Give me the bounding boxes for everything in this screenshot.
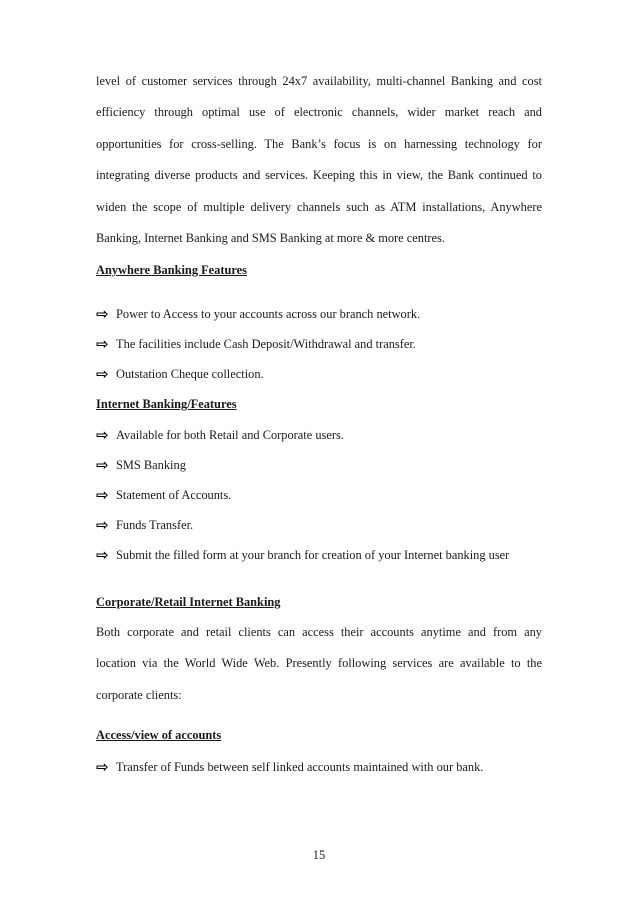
page-number: 15 [312, 848, 326, 862]
arrow-bullet-icon: ⇨ [96, 456, 109, 474]
access-view-heading: Access/view of accounts [96, 728, 222, 742]
arrow-bullet-icon: ⇨ [96, 305, 109, 323]
list-item-text: The facilities include Cash Deposit/Withdrawal and transfer. [116, 336, 416, 351]
list-item [96, 487, 231, 503]
list-item [96, 427, 344, 443]
arrow-bullet-icon: ⇨ [96, 486, 109, 504]
corporate-retail-heading: Corporate/Retail Internet Banking [96, 595, 281, 609]
text-line: opportunities for cross-selling. The Bank’s focus is on harnessing technology for [96, 136, 542, 151]
internet-banking-heading: Internet Banking/Features [96, 397, 237, 411]
list-item-text: Available for both Retail and Corporate users. [116, 427, 344, 442]
intro-paragraph [96, 66, 542, 254]
arrow-bullet-icon: ⇨ [96, 546, 109, 564]
list-item-text: Transfer of Funds between self linked accounts maintained with our bank. [116, 759, 484, 774]
corporate-retail-paragraph [96, 617, 542, 711]
list-item [96, 457, 186, 473]
text-line: corporate clients: [96, 687, 182, 702]
list-item [96, 336, 416, 352]
list-item [96, 759, 483, 775]
arrow-bullet-icon: ⇨ [96, 758, 109, 776]
list-item-text: Outstation Cheque collection. [116, 366, 264, 381]
text-line: integrating diverse products and services. Keeping this in view, the Bank continued to [96, 168, 542, 183]
list-item-text: Funds Transfer. [116, 517, 194, 532]
list-item-text: SMS Banking [116, 457, 186, 472]
list-item-text: Submit the filled form at your branch for creation of your Internet banking user [116, 547, 510, 562]
list-item [96, 547, 509, 563]
arrow-bullet-icon: ⇨ [96, 516, 109, 534]
text-line: location via the World Wide Web. Presently following services are available to the [96, 656, 542, 671]
text-line: Banking, Internet Banking and SMS Banking at more & more centres. [96, 231, 445, 246]
list-item [96, 306, 420, 322]
list-item-text: Statement of Accounts. [116, 487, 232, 502]
text-line: Both corporate and retail clients can access their accounts anytime and from any [96, 625, 542, 639]
text-line: widen the scope of multiple delivery channels such as ATM installations, Anywhere [96, 199, 542, 214]
list-item [96, 517, 193, 533]
arrow-bullet-icon: ⇨ [96, 426, 109, 444]
text-line: efficiency through optimal use of electronic channels, wider market reach and [96, 105, 542, 120]
list-item-text: Power to Access to your accounts across our branch network. [116, 306, 421, 321]
anywhere-banking-heading: Anywhere Banking Features [96, 263, 247, 277]
arrow-bullet-icon: ⇨ [96, 365, 109, 383]
text-line: level of customer services through 24x7 availability, multi-channel Banking and cost [96, 74, 542, 88]
arrow-bullet-icon: ⇨ [96, 335, 109, 353]
list-item [96, 366, 264, 382]
